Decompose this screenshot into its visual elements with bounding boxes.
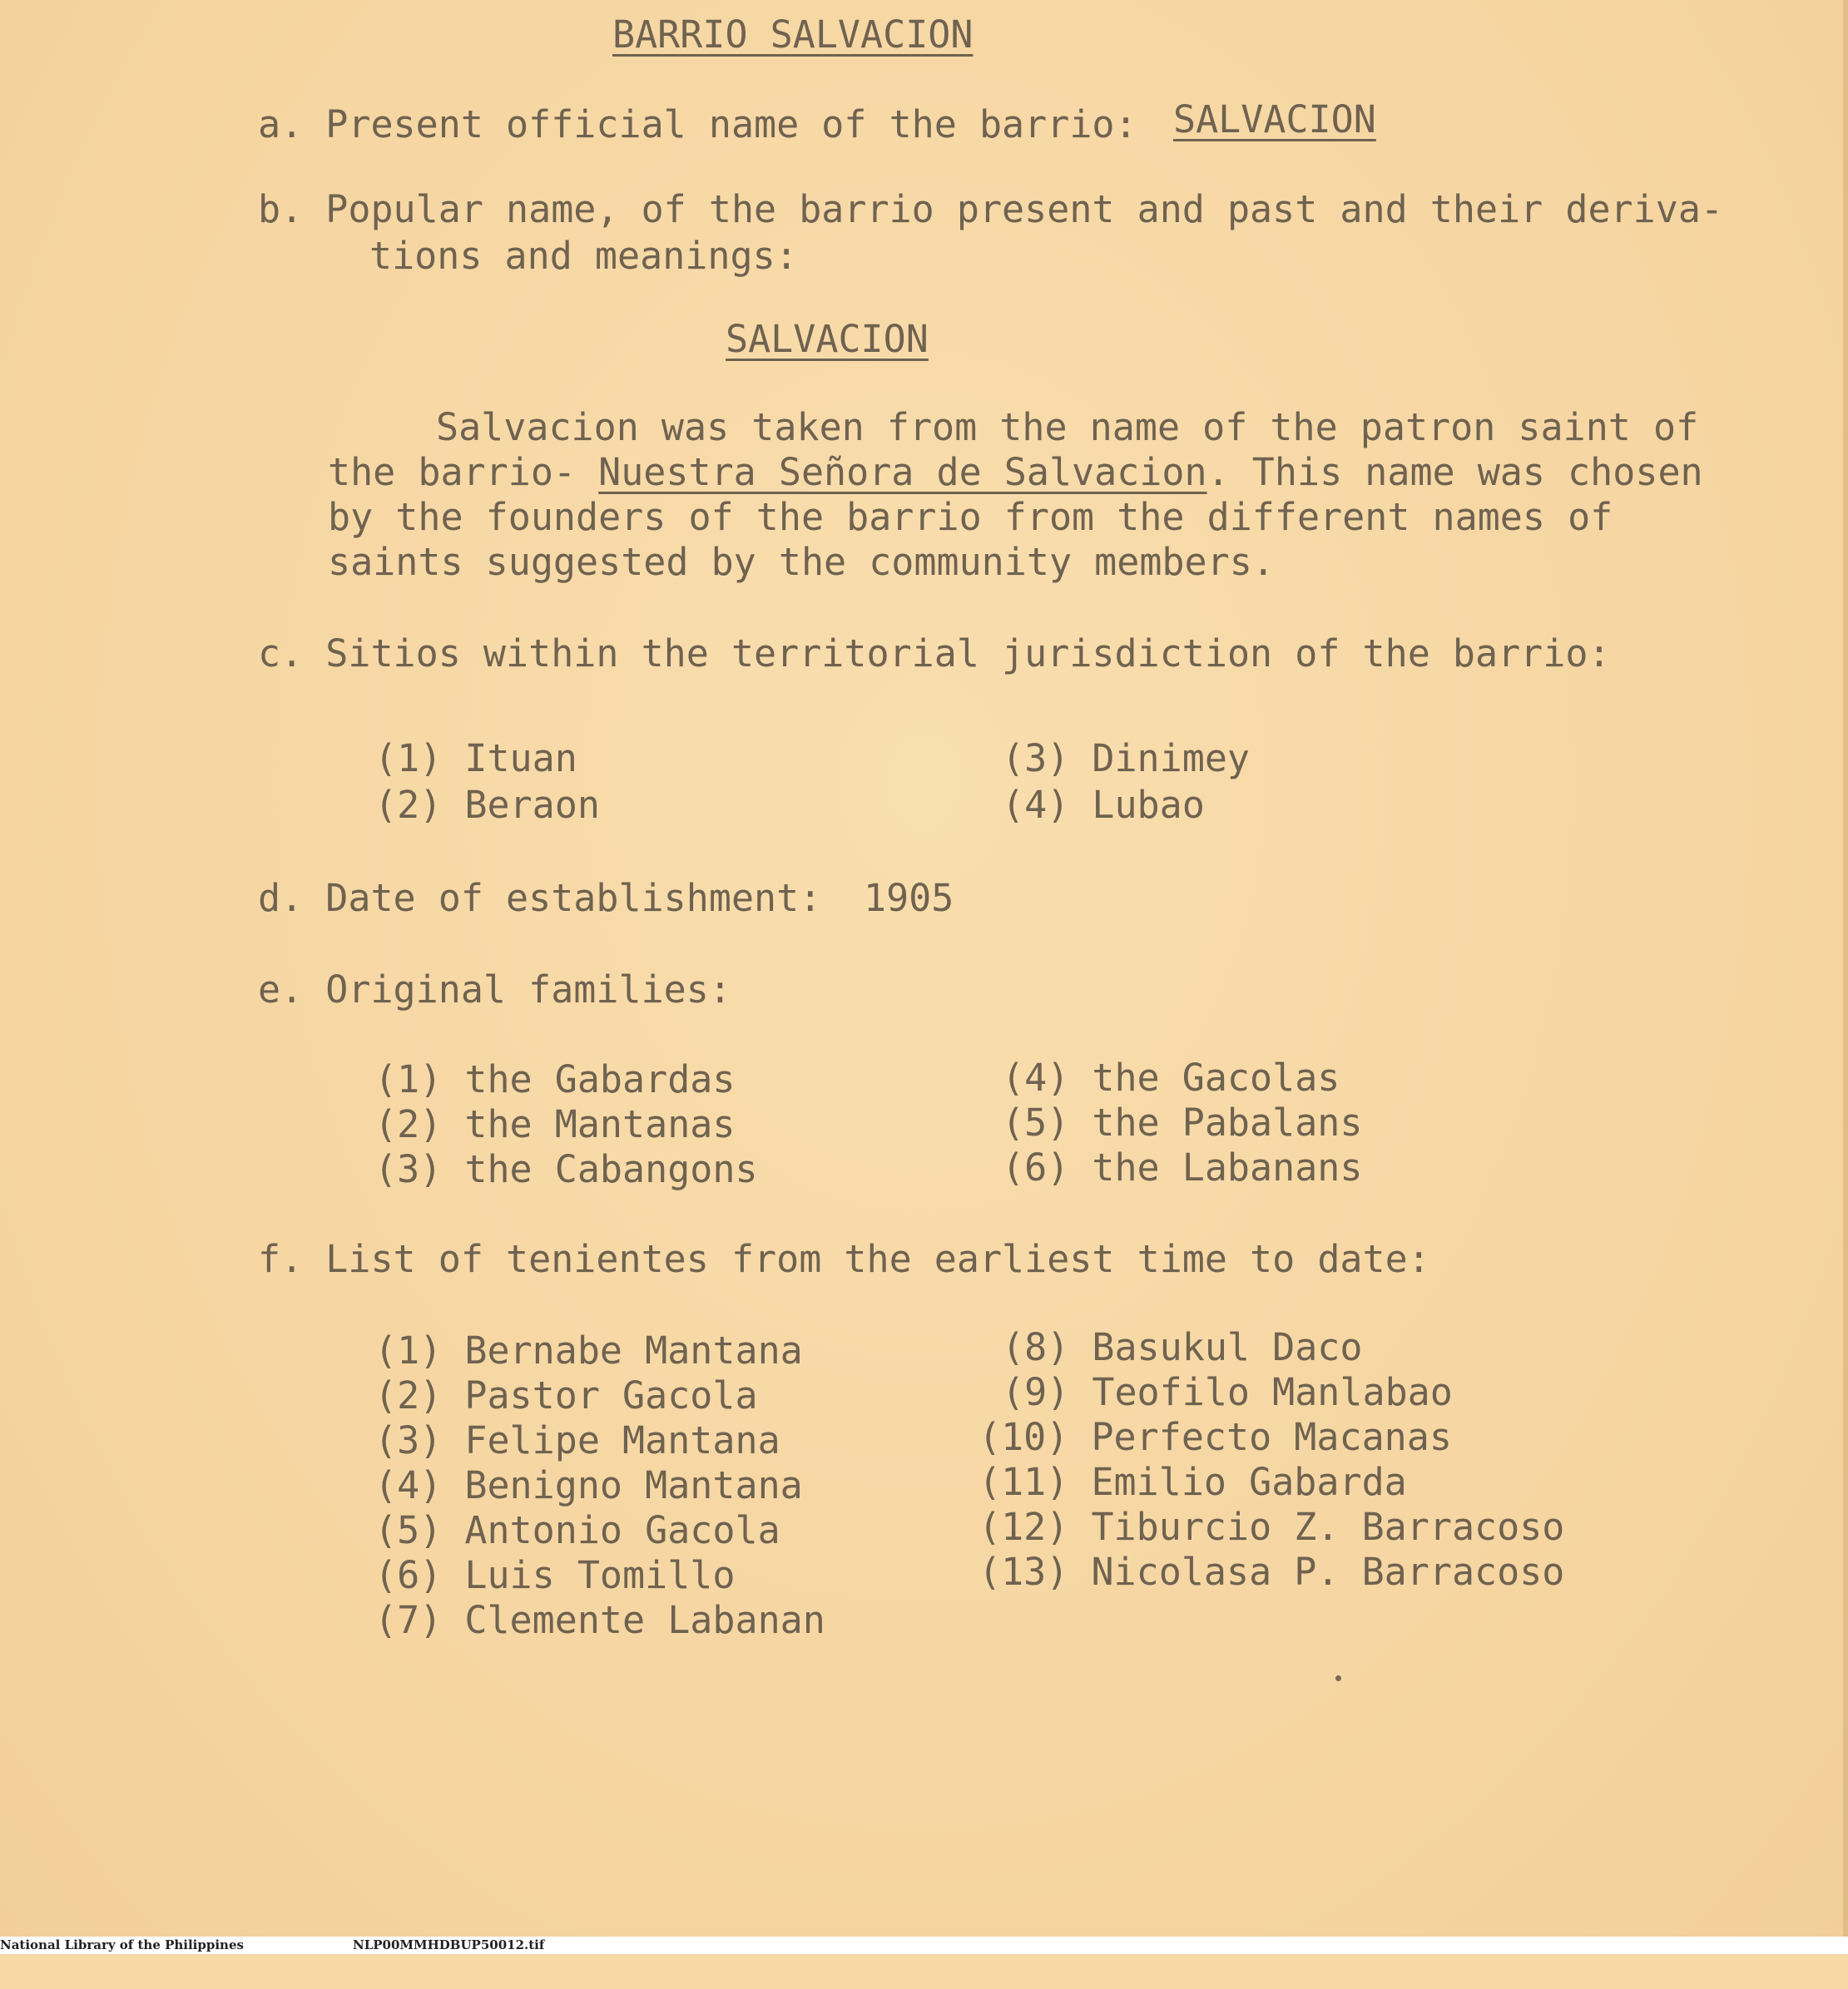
- item-b-line1: b. Popular name, of the barrio present and past and their deriva-: [258, 187, 1723, 231]
- teniente-item: (10) Perfecto Macanas: [978, 1415, 1452, 1459]
- teniente-item: (13) Nicolasa P. Barracoso: [978, 1550, 1565, 1594]
- family-item: (2) the Mantanas: [374, 1102, 736, 1146]
- item-c-label: c. Sitios within the territorial jurisdiction of the barrio:: [258, 631, 1611, 675]
- family-item: (5) the Pabalans: [1002, 1101, 1363, 1145]
- item-a-value: SALVACION: [1173, 97, 1376, 141]
- item-b-para-line1: Salvacion was taken from the name of the patron saint of: [436, 405, 1699, 449]
- item-a-label: a. Present official name of the barrio:: [258, 102, 1137, 146]
- family-item: (3) the Cabangons: [374, 1147, 758, 1191]
- teniente-item: (2) Pastor Gacola: [374, 1373, 758, 1418]
- item-b-para-line4: saints suggested by the community members.: [328, 540, 1275, 584]
- teniente-item: (12) Tiburcio Z. Barracoso: [978, 1505, 1565, 1549]
- item-b-subheading: SALVACION: [726, 317, 929, 361]
- sitio-item: (3) Dinimey: [1002, 736, 1251, 780]
- teniente-item: (5) Antonio Gacola: [374, 1508, 780, 1552]
- para-suffix: . This name was chosen: [1206, 450, 1703, 494]
- item-d-value: 1905: [864, 876, 954, 920]
- teniente-item: (1) Bernabe Mantana: [374, 1328, 803, 1373]
- item-e-label: e. Original families:: [258, 967, 731, 1012]
- page-title: BARRIO SALVACION: [612, 12, 974, 57]
- teniente-item: (3) Felipe Mantana: [374, 1418, 780, 1462]
- sitio-item: (4) Lubao: [1002, 783, 1205, 827]
- page-edge: [1843, 0, 1848, 1954]
- item-b-para-line3: by the founders of the barrio from the different names of: [328, 495, 1613, 539]
- scan-footer: [0, 1937, 1848, 1954]
- sitio-item: (1) Ituan: [374, 736, 577, 780]
- teniente-item: (9) Teofilo Manlabao: [1002, 1370, 1453, 1414]
- family-item: (1) the Gabardas: [374, 1057, 736, 1101]
- item-f-label: f. List of tenientes from the earliest time to date:: [258, 1237, 1430, 1281]
- family-item: (6) the Labanans: [1002, 1145, 1363, 1190]
- item-b-line2: tions and meanings:: [369, 234, 798, 278]
- para-prefix: the barrio-: [328, 450, 599, 494]
- sitio-item: (2) Beraon: [374, 783, 600, 827]
- teniente-item: (7) Clemente Labanan: [374, 1598, 825, 1642]
- patron-saint-name: Nuestra Señora de Salvacion: [598, 450, 1207, 494]
- footer-filename: NLP00MMHDBUP50012.tif: [353, 1937, 545, 1952]
- family-item: (4) the Gacolas: [1002, 1056, 1340, 1100]
- teniente-item: (4) Benigno Mantana: [374, 1463, 803, 1507]
- teniente-item: (8) Basukul Daco: [1002, 1325, 1363, 1369]
- item-b-para-line2: [328, 449, 1703, 496]
- ink-speck: [1335, 1675, 1341, 1681]
- teniente-item: (6) Luis Tomillo: [374, 1553, 736, 1597]
- footer-library: National Library of the Philippines: [0, 1937, 244, 1952]
- teniente-item: (11) Emilio Gabarda: [978, 1460, 1407, 1504]
- item-d-label: d. Date of establishment:: [258, 876, 822, 920]
